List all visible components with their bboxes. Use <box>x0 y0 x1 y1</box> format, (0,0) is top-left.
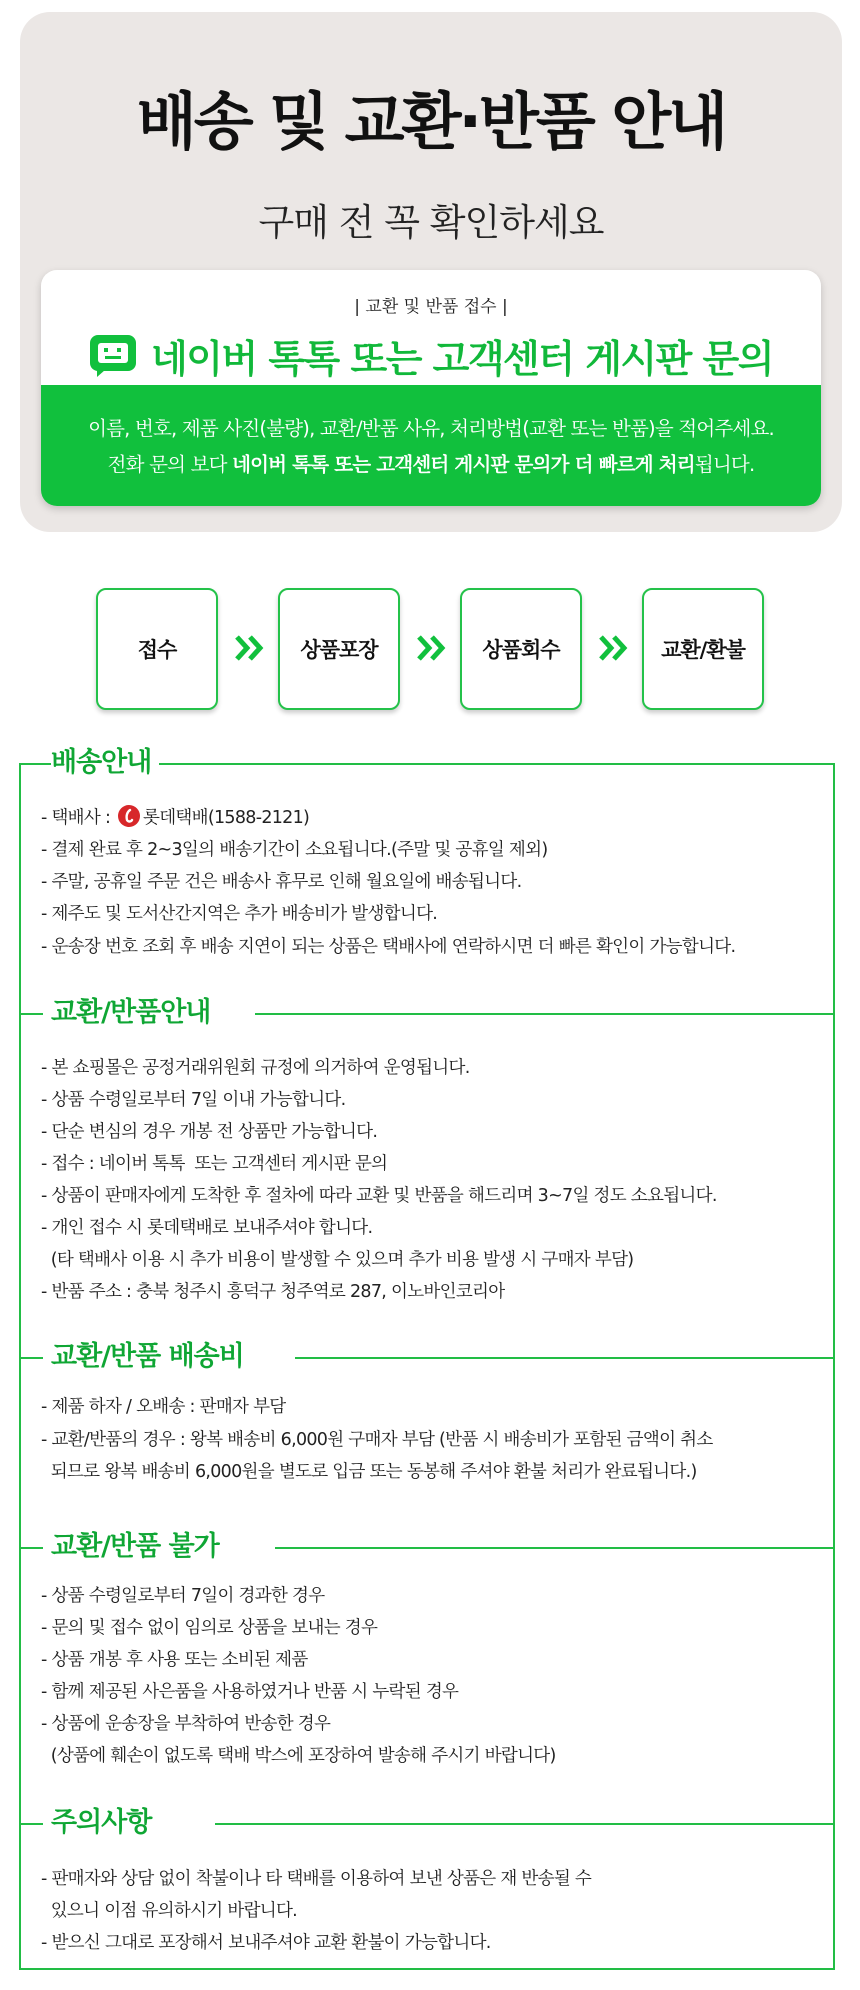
list-item: - 문의 및 접수 없이 임의로 상품을 보내는 경우 <box>41 1618 378 1638</box>
list-item: - 상품이 판매자에게 도착한 후 절차에 따라 교환 및 반품을 해드리며 3~7일 정도 소요됩니다. <box>41 1186 717 1206</box>
list-item: - 제품 하자 / 오배송 : 판매자 부담 <box>41 1397 286 1417</box>
list-item: - 상품 수령일로부터 7일 이내 가능합니다. <box>41 1090 346 1110</box>
info-box <box>19 747 835 1970</box>
contact-card-label: | 교환 및 반품 접수 | <box>354 297 508 317</box>
list-item: - 단순 변심의 경우 개봉 전 상품만 가능합니다. <box>41 1122 378 1142</box>
contact-instruction-line2 <box>41 449 821 477</box>
section-title-caution: 주의사항 <box>21 1803 833 1843</box>
list-item: - 주말, 공휴일 주문 건은 배송사 휴무로 인해 월요일에 배송됩니다. <box>41 872 522 892</box>
contact-card-bottom <box>41 385 821 506</box>
lotte-logo-icon <box>118 805 140 827</box>
list-item: - 접수 : 네이버 톡톡 또는 고객센터 게시판 문의 <box>41 1154 388 1174</box>
header-panel <box>20 12 842 532</box>
list-item: - 본 쇼핑몰은 공정거래위원회 규정에 의거하여 운영됩니다. <box>41 1058 470 1078</box>
contact-card-headline-text: 네이버 톡톡 또는 고객센터 게시판 문의 <box>151 337 773 381</box>
contact-card-top <box>41 270 821 385</box>
list-item: (상품에 훼손이 없도록 택배 박스에 포장하여 발송해 주시기 바랍니다) <box>41 1746 556 1766</box>
section-title-exchange: 교환/반품안내 <box>21 993 833 1033</box>
double-chevron-right-icon <box>234 633 266 663</box>
process-step-refund: 교환/환불 <box>642 588 764 710</box>
list-item: - 상품에 운송장을 부착하여 반송한 경우 <box>41 1714 331 1734</box>
page-subtitle: 구매 전 꼭 확인하세요 <box>258 201 604 244</box>
contact-card <box>41 270 821 506</box>
contact-line2-prefix: 전화 문의 보다 <box>107 453 233 476</box>
process-step-packing: 상품포장 <box>278 588 400 710</box>
list-item: - 상품 개봉 후 사용 또는 소비된 제품 <box>41 1650 308 1670</box>
contact-line2-suffix: 됩니다. <box>694 453 755 476</box>
list-item: - 결제 완료 후 2~3일의 배송기간이 소요됩니다.(주말 및 공휴일 제외) <box>41 840 548 860</box>
list-item: - 상품 수령일로부터 7일이 경과한 경우 <box>41 1586 325 1606</box>
section-title-shipping: 배송안내 <box>21 743 833 783</box>
list-item: - 개인 접수 시 롯데택배로 보내주셔야 합니다. <box>41 1218 373 1238</box>
process-step-pickup: 상품회수 <box>460 588 582 710</box>
contact-line2-bold: 네이버 톡톡 또는 고객센터 게시판 문의가 더 빠르게 처리 <box>232 453 695 476</box>
section-title-impossible: 교환/반품 불가 <box>21 1527 833 1567</box>
list-item: - 운송장 번호 조회 후 배송 지연이 되는 상품은 택배사에 연락하시면 더 빠른 확인이 가능합니다. <box>41 937 736 957</box>
list-item: 되므로 왕복 배송비 6,000원을 별도로 입금 또는 동봉해 주셔야 환불 처리가 완료됩니다.) <box>41 1462 697 1482</box>
naver-talktalk-icon <box>89 334 139 378</box>
list-item: - 받으신 그대로 포장해서 보내주셔야 교환 환불이 가능합니다. <box>41 1933 491 1953</box>
list-item: 있으니 이점 유의하시기 바랍니다. <box>41 1901 298 1921</box>
list-item: - 반품 주소 : 충북 청주시 흥덕구 청주역로 287, 이노바인코리아 <box>41 1282 505 1302</box>
section-title-fee: 교환/반품 배송비 <box>21 1337 833 1377</box>
contact-card-headline <box>41 328 821 383</box>
shipping-courier-item: - 택배사 : 롯데택배(1588-2121) <box>41 805 309 830</box>
process-step-receive: 접수 <box>96 588 218 710</box>
list-item: - 제주도 및 도서산간지역은 추가 배송비가 발생합니다. <box>41 904 438 924</box>
contact-instruction-line1: 이름, 번호, 제품 사진(불량), 교환/반품 사유, 처리방법(교환 또는 반품)을 적어주세요. <box>88 417 774 440</box>
double-chevron-right-icon <box>416 633 448 663</box>
list-item: (타 택배사 이용 시 추가 비용이 발생할 수 있으며 추가 비용 발생 시 구매자 부담) <box>41 1250 634 1270</box>
page-title: 배송 및 교환·반품 안내 <box>136 85 726 158</box>
list-item: - 함께 제공된 사은품을 사용하였거나 반품 시 누락된 경우 <box>41 1682 459 1702</box>
list-item: - 판매자와 상담 없이 착불이나 타 택배를 이용하여 보낸 상품은 재 반송될 수 <box>41 1869 592 1889</box>
list-item: - 교환/반품의 경우 : 왕복 배송비 6,000원 구매자 부담 (반품 시 배송비가 포함된 금액이 취소 <box>41 1430 713 1450</box>
double-chevron-right-icon <box>598 633 630 663</box>
